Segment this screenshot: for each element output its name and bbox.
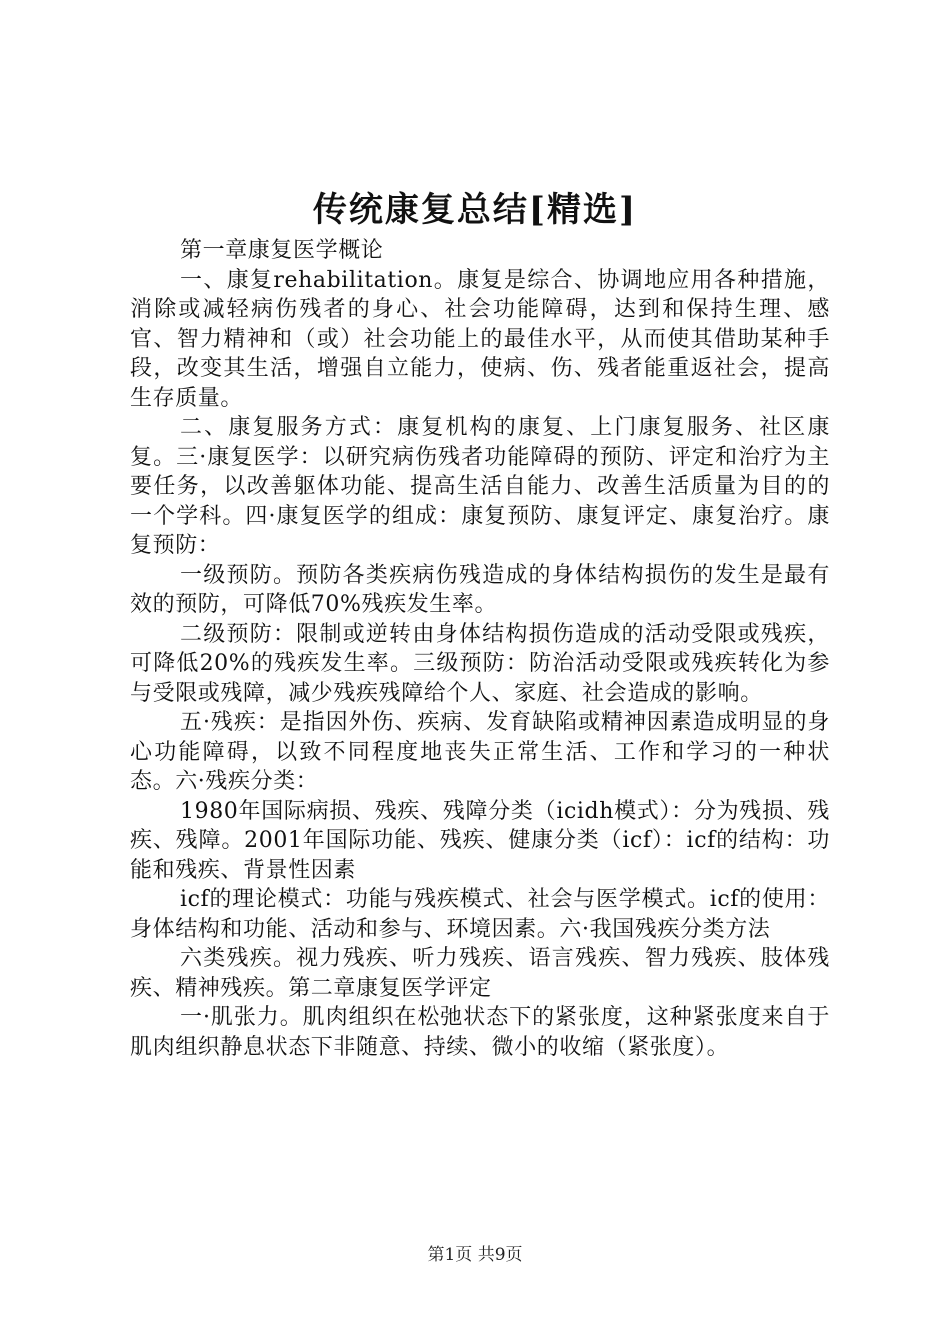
paragraph-icidh-icf: 1980年国际病损、残疾、残障分类（icidh模式）：分为残损、残疾、残障。2001年国际功能、残疾、健康分类（icf）：icf的结构：功能和残疾、背景性因素 — [130, 798, 830, 883]
paragraph-primary-prevention: 一级预防。预防各类疾病伤残造成的身体结构损伤的发生是最有效的预防，可降低70%残疾发生率。 — [130, 562, 830, 617]
chapter-heading: 第一章康复医学概论 — [180, 238, 384, 263]
paragraph-muscle-tone: 一·肌张力。肌肉组织在松弛状态下的紧张度，这种紧张度来自于肌肉组织静息状态下非随意、持续、微小的收缩（紧张度）。 — [130, 1005, 830, 1060]
document-title: 传统康复总结[精选] — [312, 190, 638, 230]
paragraph-disability-definition: 五·残疾：是指因外伤、疾病、发育缺陷或精神因素造成明显的身心功能障碍，以致不同程度地丧失正常生活、工作和学习的一种状态。六·残疾分类： — [130, 710, 830, 794]
document-body — [130, 236, 830, 1062]
paragraph-six-disabilities: 六类残疾。视力残疾、听力残疾、语言残疾、智力残疾、肢体残疾、精神残疾。第二章康复医学评定 — [130, 946, 830, 1001]
paragraph-rehabilitation-definition: 一、康复rehabilitation。康复是综合、协调地应用各种措施，消除或减轻病伤残者的身心、社会功能障碍，达到和保持生理、感官、智力精神和（或）社会功能上的最佳水平，从而使其借助某种手段，改变其生活，增强自立能力，使病、伤、残者能重返社会，提高生存质量。 — [130, 267, 830, 411]
paragraph-service-modes: 二、康复服务方式：康复机构的康复、上门康复服务、社区康复。三·康复医学：以研究病伤残者功能障碍的预防、评定和治疗为主要任务，以改善躯体功能、提高生活自能力、改善生活质量为目的的一个学科。四·康复医学的组成：康复预防、康复评定、康复治疗。康复预防： — [130, 415, 830, 558]
paragraph-icf-model: icf的理论模式：功能与残疾模式、社会与医学模式。icf的使用：身体结构和功能、活动和参与、环境因素。六·我国残疾分类方法 — [130, 887, 830, 942]
page-footer: 第1页 共9页 — [427, 1245, 523, 1265]
paragraph-secondary-prevention: 二级预防：限制或逆转由身体结构损伤造成的活动受限或残疾，可降低20%的残疾发生率。三级预防：防治活动受限或残疾转化为参与受限或残障，减少残疾残障给个人、家庭、社会造成的影响。 — [130, 621, 830, 706]
